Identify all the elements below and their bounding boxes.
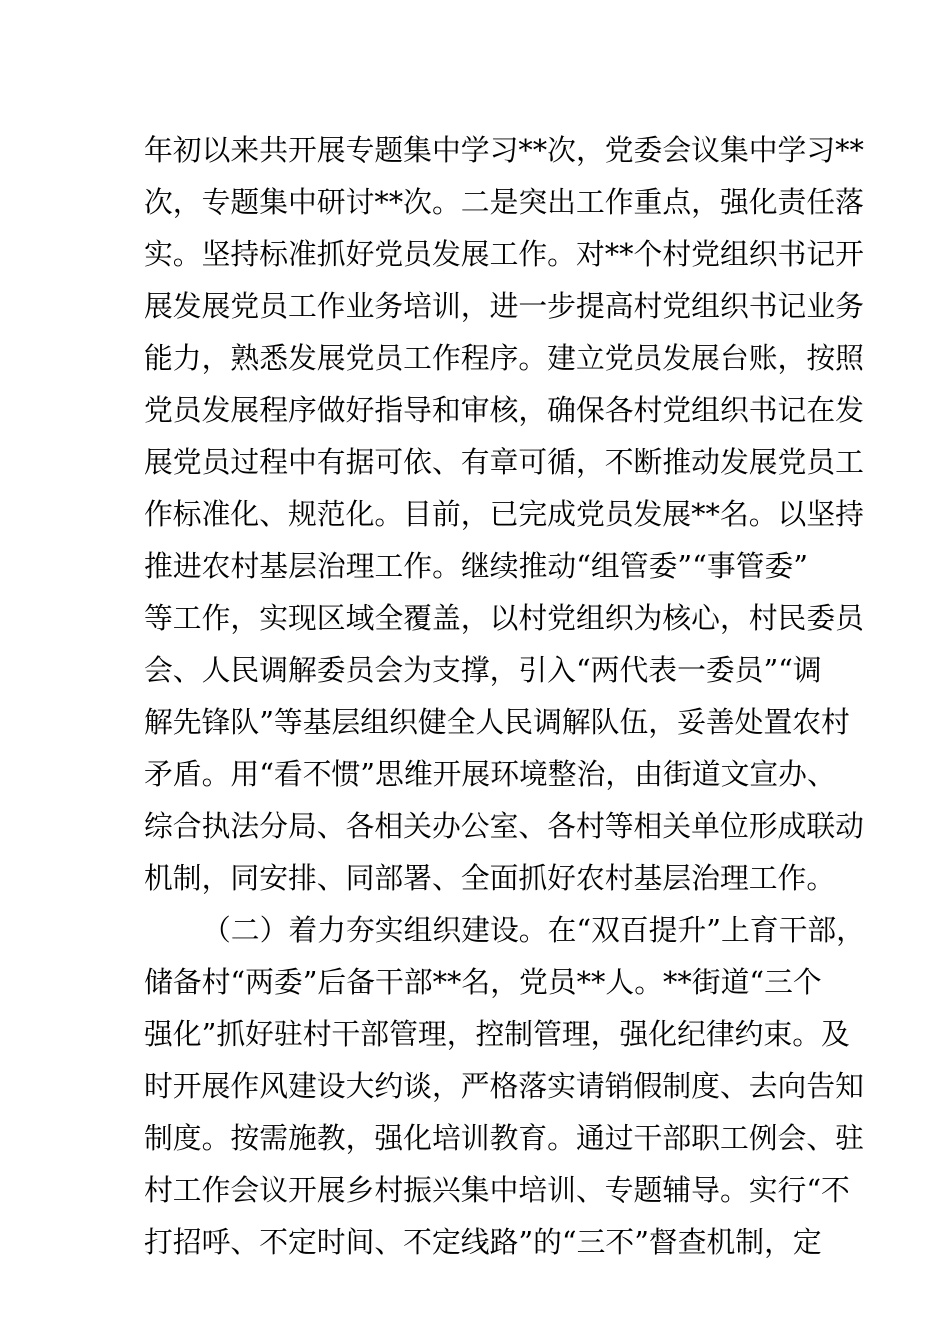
text-line-19: 时开展作风建设大约谈，严格落实请销假制度、去向告知 [144,1069,864,1103]
text-line-10: 等工作，实现区域全覆盖，以村党组织为核心，村民委员 [144,601,864,635]
text-line-8: 作标准化、规范化。目前，已完成党员发展**名。以坚持 [144,497,864,531]
text-line-5: 能力，熟悉发展党员工作程序。建立党员发展台账，按照 [144,341,864,375]
text-line-15: 机制，同安排、同部署、全面抓好农村基层治理工作。 [144,861,836,895]
text-line-4: 展发展党员工作业务培训，进一步提高村党组织书记业务 [144,289,864,323]
text-line-6: 党员发展程序做好指导和审核，确保各村党组织书记在发 [144,393,864,427]
text-line-20: 制度。按需施教，强化培训教育。通过干部职工例会、驻 [144,1121,864,1155]
text-line-16: （二）着力夯实组织建设。在“双百提升”上育干部， [202,913,865,947]
text-line-7: 展党员过程中有据可依、有章可循，不断推动发展党员工 [144,445,864,479]
text-line-18: 强化”抓好驻村干部管理，控制管理，强化纪律约束。及 [144,1017,850,1051]
text-line-3: 实。坚持标准抓好党员发展工作。对**个村党组织书记开 [144,237,864,271]
text-line-21: 村工作会议开展乡村振兴集中培训、专题辅导。实行“不 [144,1173,850,1207]
text-line-22: 打招呼、不定时间、不定线路”的“三不”督查机制，定 [144,1225,822,1259]
text-line-12: 解先锋队”等基层组织健全人民调解队伍，妥善处置农村 [144,705,850,739]
text-line-11: 会、人民调解委员会为支撑，引入“两代表一委员”“调 [144,653,822,687]
text-line-13: 矛盾。用“看不惯”思维开展环境整治，由街道文宣办、 [144,757,836,791]
text-line-1: 年初以来共开展专题集中学习**次，党委会议集中学习** [144,133,864,167]
text-line-2: 次，专题集中研讨**次。二是突出工作重点，强化责任落 [144,185,864,219]
text-line-14: 综合执法分局、各相关办公室、各村等相关单位形成联动 [144,809,864,843]
text-line-9: 推进农村基层治理工作。继续推动“组管委”“事管委” [144,549,808,583]
text-line-17: 储备村“两委”后备干部**名，党员**人。**街道“三个 [144,965,822,999]
